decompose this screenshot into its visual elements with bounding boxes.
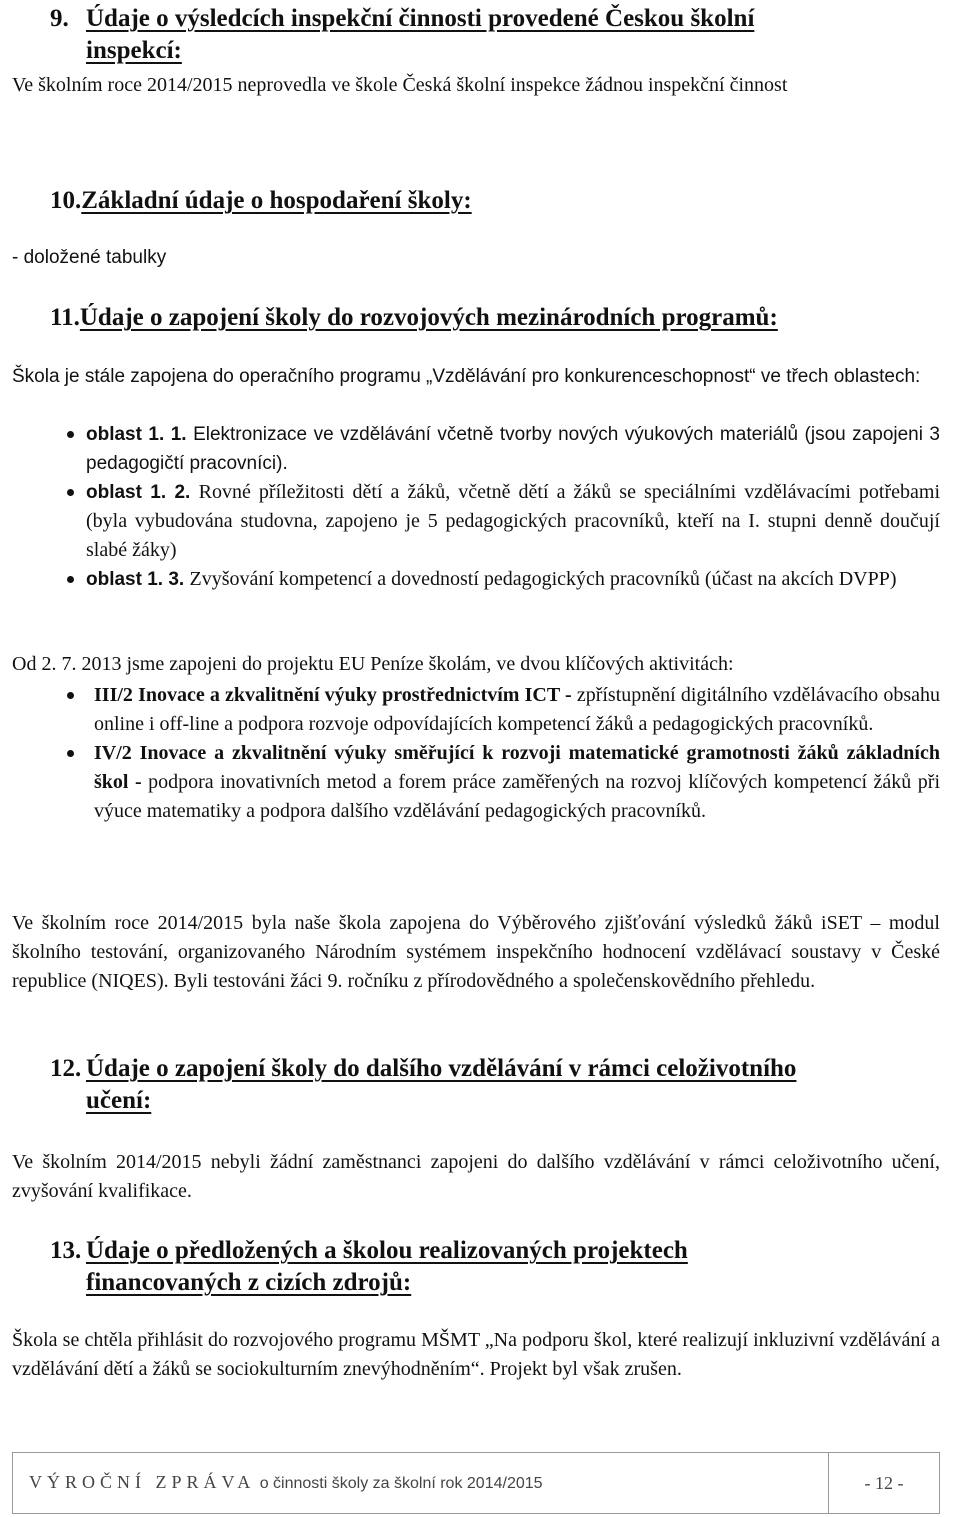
bullet-icon [60,420,86,478]
section-12-heading: 12. Údaje o zapojení školy do dalšího vzdělávání v rámci celoživotního učení: [50,1055,797,1114]
section-13-title: Údaje o předložených a školou realizovaných projektech [86,1237,688,1264]
section-10-heading: 10. Základní údaje o hospodaření školy: [50,185,940,217]
bullet-icon [60,739,94,826]
area-item: oblast 1. 2. Rovné příležitosti dětí a žáků, včetně dětí a žáků se speciálními vzdělávacími potřebami (byla vybudována studovna, zapojeno je 5 pedagogických pracovníků, kteří na I. stupni denně doučují slabé žáky) [60,478,940,565]
activity-item: IV/2 Inovace a zkvalitnění výuky směřující k rozvoji matematické gramotnosti žáků základních škol - podpora inovativních metod a forem práce zaměřených na rozvoj klíčových kompetencí žáků při výuce matematiky a podpora dalšího vzdělávání pedagogických pracovníků. [60,739,940,826]
section-11-title: Údaje o zapojení školy do rozvojových mezinárodních programů: [79,304,778,331]
activity-item: III/2 Inovace a zkvalitnění výuky prostřednictvím ICT - zpřístupnění digitálního vzdělávacího obsahu online i off-line a podpora rozvoje odpovídajících kompetencí žáků a pedagogických pracovníků. [60,681,940,739]
section-12-title: Údaje o zapojení školy do dalšího vzdělávání v rámci celoživotního [86,1055,797,1082]
page-number: - 12 - [828,1453,939,1513]
bullet-icon [60,681,94,739]
area-item: oblast 1. 1. Elektronizace ve vzdělávání včetně tvorby nových výukových materiálů (jsou zapojeni 3 pedagogičtí pracovníci). [60,420,940,478]
section-13-text: Škola se chtěla přihlásit do rozvojového programu MŠMT „Na podporu škol, které realizují inkluzivní vzdělávání a vzdělávání dětí a žáků se sociokulturním znevýhodněním“. Projekt byl však zrušen. [12,1329,940,1380]
section-11-heading: 11. Údaje o zapojení školy do rozvojových mezinárodních programů: [50,302,940,334]
area-item: oblast 1. 3. Zvyšování kompetencí a dovedností pedagogických pracovníků (účast na akcích DVPP) [60,565,940,594]
section-10-text: - doložené tabulky [12,247,167,268]
page-footer [12,1452,940,1514]
section-13-heading: 13. Údaje o předložených a školou realizovaných projektech financovaných z cizích zdrojů: [50,1237,688,1296]
footer-report-title: VÝROČNÍ ZPRÁVA [29,1472,256,1492]
section-12-text: Ve školním 2014/2015 nebyli žádní zaměstnanci zapojeni do dalšího vzdělávání v rámci celoživotního učení, zvyšování kvalifikace. [12,1151,940,1202]
eu-project-intro: Od 2. 7. 2013 jsme zapojeni do projektu EU Peníze školám, ve dvou klíčových aktivitách: [12,653,734,675]
areas-list [60,420,940,594]
section-10-title: Základní údaje o hospodaření školy: [81,187,472,214]
activities-list [60,681,940,826]
section-9-text: Ve školním roce 2014/2015 neprovedla ve škole Česká školní inspekce žádnou inspekční činnost [12,74,788,96]
footer-subtitle: o činnosti školy za školní rok 2014/2015 [259,1475,543,1492]
section-9-heading: 9. Údaje o výsledcích inspekční činnosti provedené Českou školní inspekcí: [50,5,755,64]
section-11-intro: Škola je stále zapojena do operačního programu „Vzdělávání pro konkurenceschopnost“ ve třech oblastech: [12,366,921,387]
bullet-icon [60,478,86,565]
bullet-icon [60,565,86,594]
iset-text: Ve školním roce 2014/2015 byla naše škola zapojena do Výběrového zjišťování výsledků žáků iSET – modul školního testování, organizovaného Národním systémem inspekčního hodnocení vzdělávací soustavy v České republice (NIQES). Byli testováni žáci 9. ročníku z přírodovědného a společenskovědního přehledu. [12,912,940,992]
section-9-title: Údaje o výsledcích inspekční činnosti provedené Českou školní [86,5,755,32]
